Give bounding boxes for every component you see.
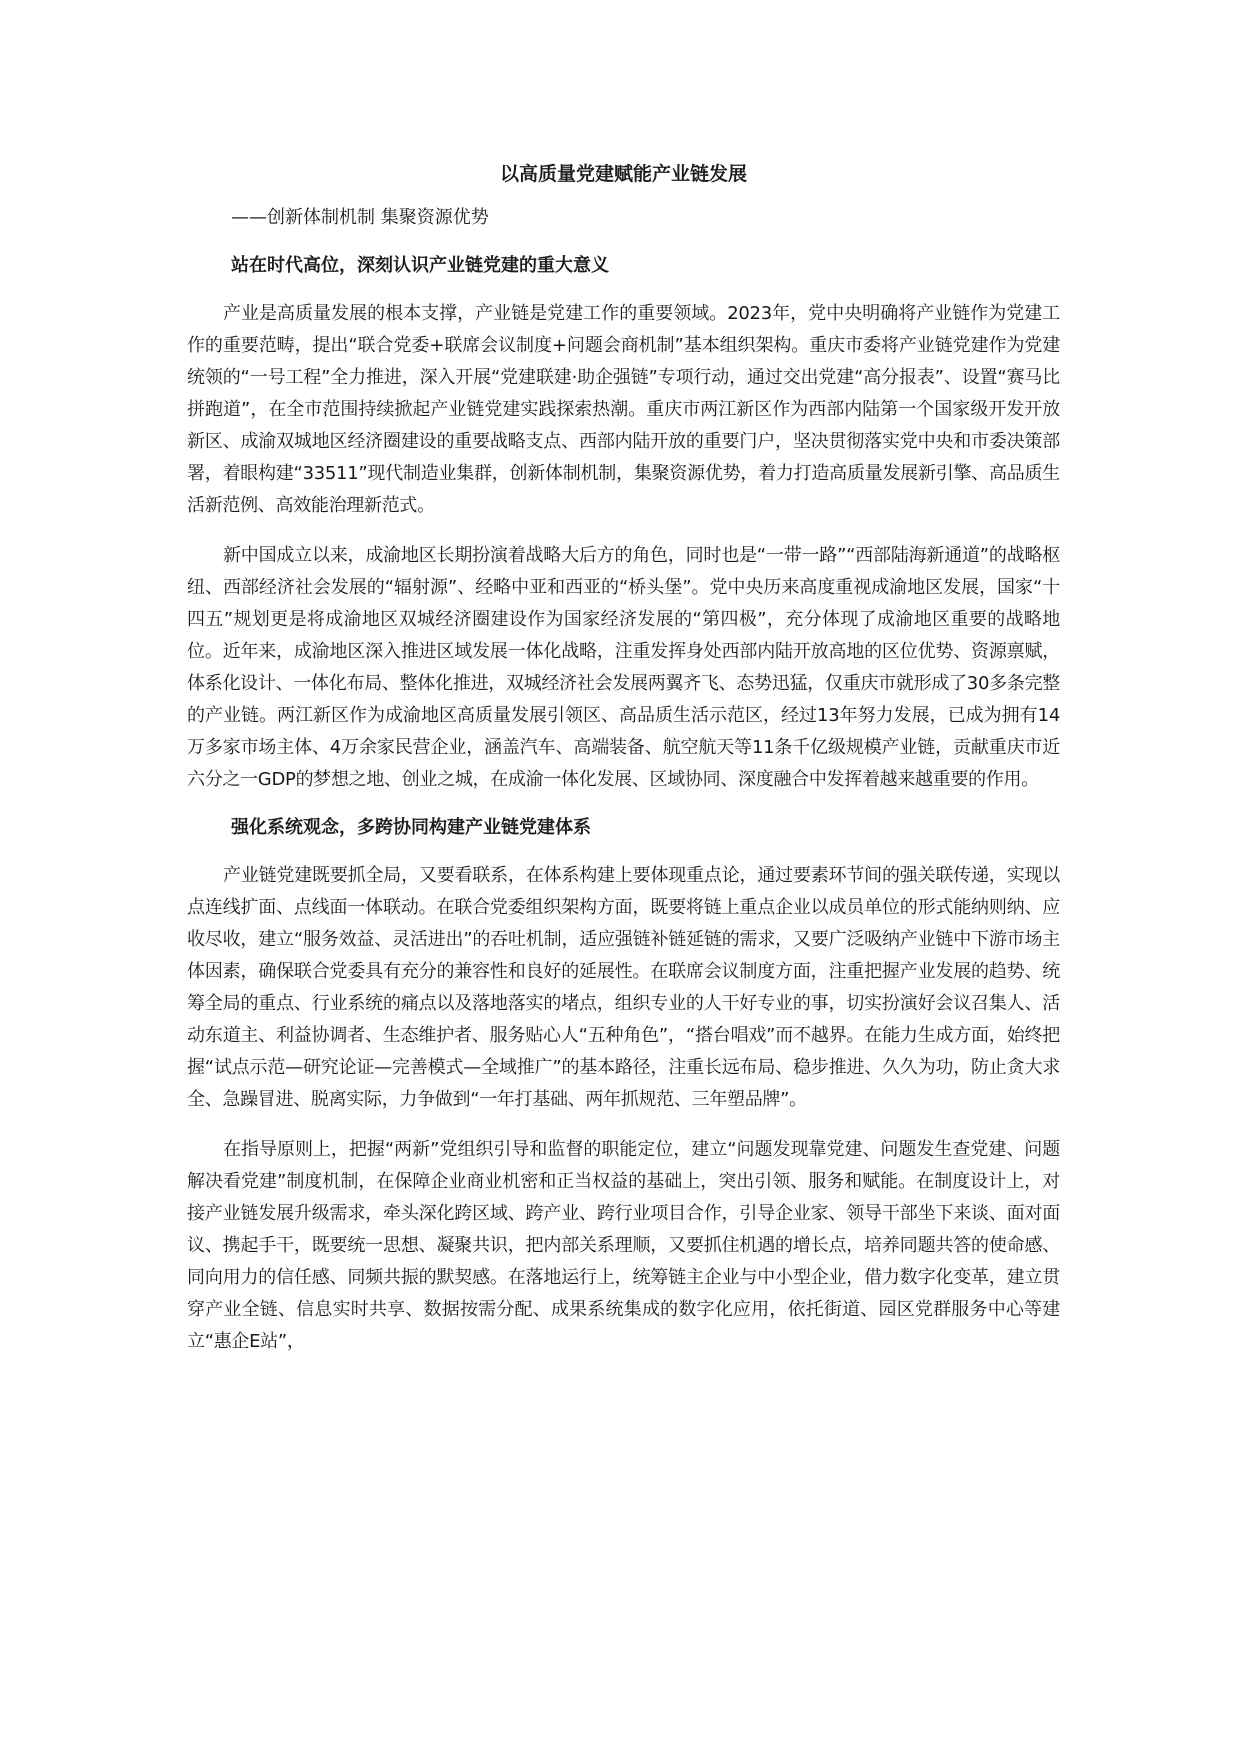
paragraph: 产业链党建既要抓全局，又要看联系，在体系构建上要体现重点论，通过要素环节间的强关联传递，实现以点连线扩面、点线面一体联动。在联合党委组织架构方面，既要将链上重点企业以成员单位的形式能纳则纳、应收尽收，建立“服务效益、灵活进出”的吞吐机制，适应强链补链延链的需求，又要广泛吸纳产业链中下游市场主体因素，确保联合党委具有充分的兼容性和良好的延展性。在联席会议制度方面，注重把握产业发展的趋势、统筹全局的重点、行业系统的痛点以及落地落实的堵点，组织专业的人干好专业的事，切实扮演好会议召集人、活动东道主、利益协调者、生态维护者、服务贴心人“五种角色”，“搭台唱戏”而不越界。在能力生成方面，始终把握“试点示范—研究论证—完善模式—全域推广”的基本路径，注重长远布局、稳步推进、久久为功，防止贪大求全、急躁冒进、脱离实际，力争做到“一年打基础、两年抓规范、三年塑品牌”。 [187, 865, 1060, 1110]
paragraph: 在指导原则上，把握“两新”党组织引导和监督的职能定位，建立“问题发现靠党建、问题发生查党建、问题解决看党建”制度机制，在保障企业商业机密和正当权益的基础上，突出引领、服务和赋能。在制度设计上，对接产业链发展升级需求，牵头深化跨区域、跨产业、跨行业项目合作，引导企业家、领导干部坐下来谈、面对面议、携起手干，既要统一思想、凝聚共识，把内部关系理顺，又要抓住机遇的增长点，培养同题共答的使命感、同向用力的信任感、同频共振的默契感。在落地运行上，统筹链主企业与中小型企业，借力数字化变革，建立贯穿产业全链、信息实时共享、数据按需分配、成果系统集成的数字化应用，依托街道、园区党群服务中心等建立“惠企E站”， [187, 1139, 1060, 1352]
document-subtitle: ——创新体制机制 集聚资源优势 [231, 207, 489, 228]
section-heading-2: 强化系统观念，多跨协同构建产业链党建体系 [231, 817, 591, 838]
paragraph: 新中国成立以来，成渝地区长期扮演着战略大后方的角色，同时也是“一带一路”“西部陆海新通道”的战略枢纽、西部经济社会发展的“辐射源”、经略中亚和西亚的“桥头堡”。党中央历来高度重视成渝地区发展，国家“十四五”规划更是将成渝地区双城经济圈建设作为国家经济发展的“第四极”，充分体现了成渝地区重要的战略地位。近年来，成渝地区深入推进区域发展一体化战略，注重发挥身处西部内陆开放高地的区位优势、资源禀赋，体系化设计、一体化布局、整体化推进，双城经济社会发展两翼齐飞、态势迅猛，仅重庆市就形成了30多条完整的产业链。两江新区作为成渝地区高质量发展引领区、高品质生活示范区，经过13年努力发展，已成为拥有14万多家市场主体、4万余家民营企业，涵盖汽车、高端装备、航空航天等11条千亿级规模产业链，贡献重庆市近六分之一GDP的梦想之地、创业之城，在成渝一体化发展、区域协同、深度融合中发挥着越来越重要的作用。 [187, 545, 1060, 790]
section-heading-1: 站在时代高位，深刻认识产业链党建的重大意义 [231, 255, 609, 276]
paragraph: 产业是高质量发展的根本支撑，产业链是党建工作的重要领域。2023年，党中央明确将产业链作为党建工作的重要范畴，提出“联合党委+联席会议制度+问题会商机制”基本组织架构。重庆市委将产业链党建作为党建统领的“一号工程”全力推进，深入开展“党建联建·助企强链”专项行动，通过交出党建“高分报表”、设置“赛马比拼跑道”，在全市范围持续掀起产业链党建实践探索热潮。重庆市两江新区作为西部内陆第一个国家级开发开放新区、成渝双城地区经济圈建设的重要战略支点、西部内陆开放的重要门户，坚决贯彻落实党中央和市委决策部署，着眼构建“33511”现代制造业集群，创新体制机制，集聚资源优势，着力打造高质量发展新引擎、高品质生活新范例、高效能治理新范式。 [187, 303, 1060, 516]
document-title: 以高质量党建赋能产业链发展 [499, 163, 747, 185]
